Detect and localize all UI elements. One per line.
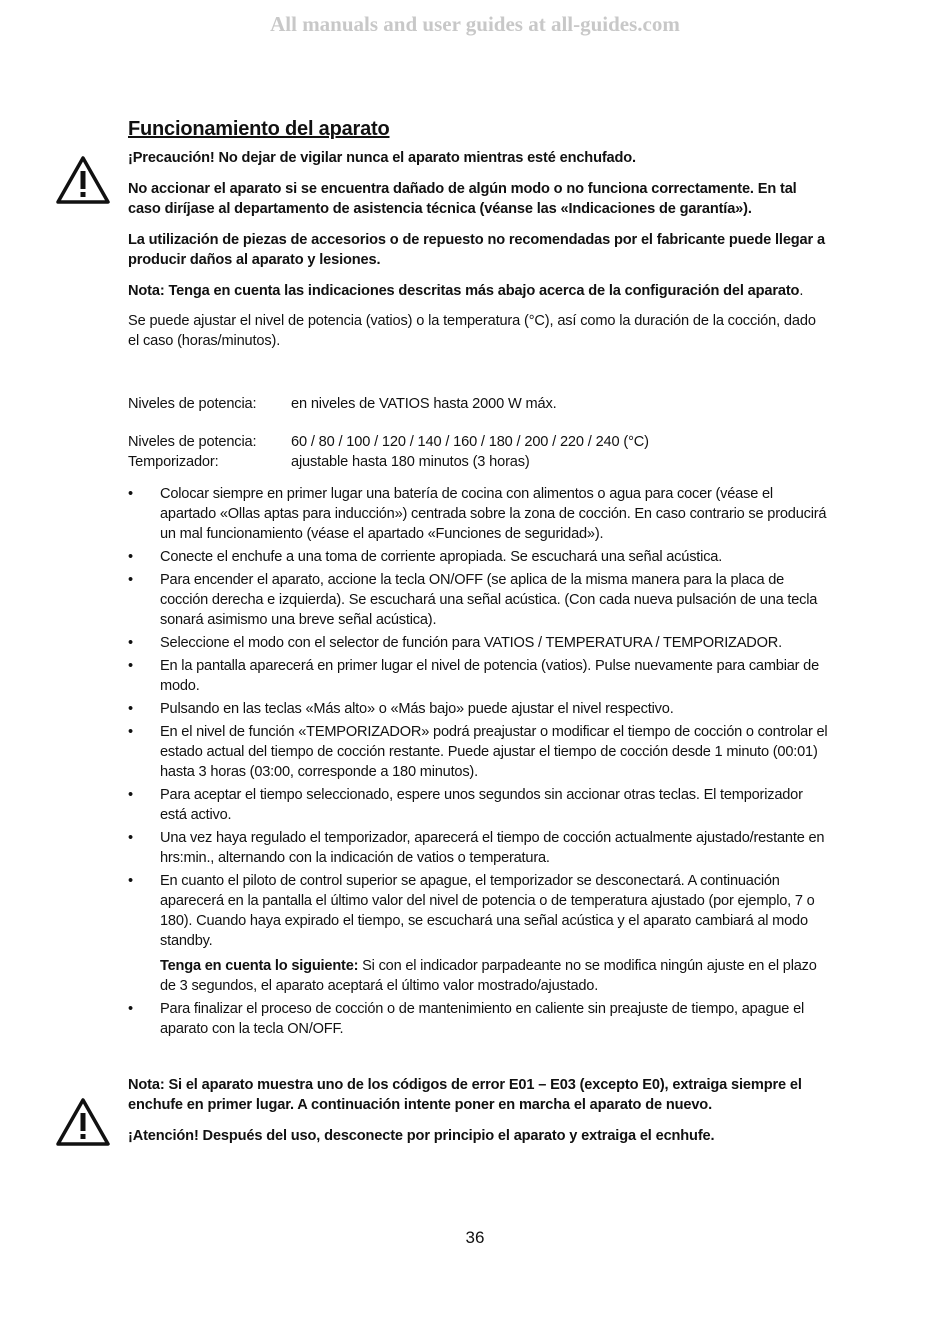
spec-label: Niveles de potencia: [128, 396, 257, 412]
list-item [128, 699, 828, 719]
instruction-list [128, 999, 828, 1039]
list-item [128, 785, 828, 825]
warning-text: ¡Atención! Después del uso, desconecte por principio el aparato y extraiga el ecnhufe. [128, 1128, 715, 1144]
note-paragraph [128, 281, 828, 301]
spec-row [128, 394, 828, 414]
list-item-text: Seleccione el modo con el selector de función para VATIOS / TEMPERATURA / TEMPORIZADOR. [160, 635, 782, 651]
warning-text: La utilización de piezas de accesorios o de repuesto no recomendadas por el fabricante puede llegar a producir daños al aparato y lesiones. [128, 232, 825, 268]
spec-value: ajustable hasta 180 minutos (3 horas) [291, 454, 530, 470]
bullet-icon: • [128, 549, 133, 565]
note-block [128, 956, 828, 996]
list-item-text: Pulsando en las teclas «Más alto» o «Más bajo» puede ajustar el nivel respectivo. [160, 701, 674, 717]
list-item-text: Para finalizar el proceso de cocción o de mantenimiento en caliente sin preajuste de tiempo, apague el aparato con la tecla ON/OFF. [160, 1001, 805, 1037]
note-label: Tenga en cuenta lo siguiente: [160, 958, 359, 974]
list-item-text: En el nivel de función «TEMPORIZADOR» podrá preajustar o modificar el tiempo de cocción o controlar el estado actual del tiempo de cocción restante. Puede ajustar el tiempo de cocción desde 1 minuto (00:01) hasta 3 horas (03:00, corresponde a 180 minutos). [160, 724, 828, 780]
spec-row [128, 432, 828, 452]
list-item [128, 722, 828, 782]
list-item [128, 547, 828, 567]
warning-text: No accionar el aparato si se encuentra dañado de algún modo o no funciona correctamente. En tal caso diríjase al departamento de asistencia técnica (véanse las «Indicaciones de garantía»). [128, 181, 797, 217]
page-number: 36 [465, 1228, 485, 1247]
list-item-text: Conecte el enchufe a una toma de corriente apropiada. Se escuchará una señal acústica. [160, 549, 723, 565]
list-item-text: Una vez haya regulado el temporizador, aparecerá el tiempo de cocción actualmente ajustado/restante en hrs:min., alternando con la indicación de vatios o temperatura. [160, 830, 825, 866]
bullet-icon: • [128, 635, 133, 651]
warning-icon [55, 155, 111, 205]
spec-label: Niveles de potencia: [128, 434, 257, 450]
bullet-icon: • [128, 701, 133, 717]
bullet-icon: • [128, 658, 133, 674]
spec-row [128, 452, 828, 472]
page-title: Funcionamiento del aparato [128, 118, 390, 140]
watermark: All manuals and user guides at all-guides.com [270, 12, 680, 36]
list-item [128, 999, 828, 1039]
list-item [128, 871, 828, 951]
spec-value: en niveles de VATIOS hasta 2000 W máx. [291, 396, 557, 412]
list-item [128, 484, 828, 544]
list-item [128, 633, 828, 653]
bullet-icon: • [128, 486, 133, 502]
note-period: . [799, 283, 804, 299]
bullet-icon: • [128, 830, 133, 846]
bullet-icon: • [128, 873, 133, 889]
note-text: Nota: Tenga en cuenta las indicaciones descritas más abajo acerca de la configuración del aparato [128, 283, 800, 299]
list-item-text: En la pantalla aparecerá en primer lugar el nivel de potencia (vatios). Pulse nuevamente para cambiar de modo. [160, 658, 820, 694]
list-item [128, 656, 828, 696]
list-item [128, 828, 828, 868]
warning-text: ¡Precaución! No dejar de vigilar nunca el aparato mientras esté enchufado. [128, 150, 636, 166]
spec-label: Temporizador: [128, 454, 219, 470]
note-body: Si con el indicador parpadeante no se modifica ningún ajuste en el plazo de 3 segundos, el aparato aceptará el último valor mostrado/ajustado. [160, 958, 817, 994]
bullet-icon: • [128, 724, 133, 740]
bullet-icon: • [128, 572, 133, 588]
list-item-text: Colocar siempre en primer lugar una batería de cocina con alimentos o agua para cocer (véase el apartado «Ollas aptas para inducción») centrada sobre la zona de cocción. En caso contrario se producirá un mal funcionamiento (véase el apartado «Funciones de seguridad»). [160, 486, 827, 542]
warning-icon [55, 1097, 111, 1147]
bullet-icon: • [128, 787, 133, 803]
spec-value: 60 / 80 / 100 / 120 / 140 / 160 / 180 / 200 / 220 / 240 (°C) [291, 434, 649, 450]
spec-list [128, 394, 828, 472]
instruction-list [128, 484, 828, 951]
list-item-text: Para aceptar el tiempo seleccionado, espere unos segundos sin accionar otras teclas. El temporizador está activo. [160, 787, 803, 823]
list-item [128, 570, 828, 630]
list-item-text: Para encender el aparato, accione la tecla ON/OFF (se aplica de la misma manera para la placa de cocción derecha e izquierda). Se escuchará una señal acústica. (Con cada nueva pulsación de una tecla sonará asimismo una breve señal acústica). [160, 572, 818, 628]
intro-paragraph: Se puede ajustar el nivel de potencia (vatios) o la temperatura (°C), así como la duración de la cocción, dado el caso (horas/minutos). [128, 313, 816, 349]
page-content [128, 118, 828, 1157]
list-item-text: En cuanto el piloto de control superior se apague, el temporizador se desconectará. A continuación aparecerá en la pantalla el último valor del nivel de potencia o de temperatura ajustado (por ejemplo, 7 o 180). Cuando haya expirado el tiempo, se escuchará una señal acústica y el aparato cambiará al modo standby. [160, 873, 815, 949]
bullet-icon: • [128, 1001, 133, 1017]
warning-text: Nota: Si el aparato muestra uno de los códigos de error E01 – E03 (excepto E0), extraiga siempre el enchufe en primer lugar. A continuación intente poner en marcha el aparato de nuevo. [128, 1077, 802, 1113]
